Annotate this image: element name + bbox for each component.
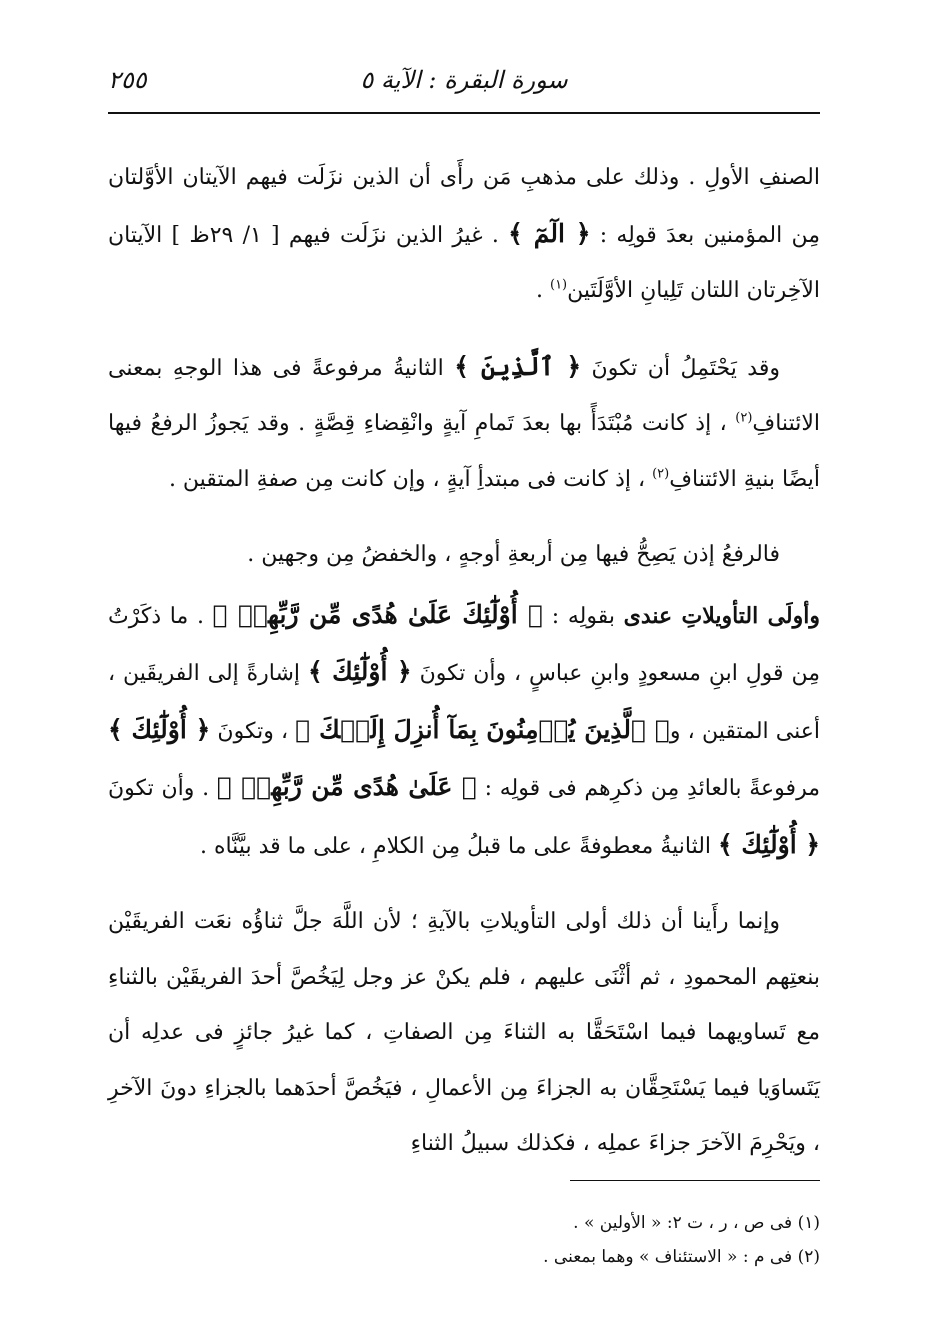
paragraph-3: فالرفعُ إذن يَصِحُّ فيها مِن أربعةِ أوجهٍ ، والخفضُ مِن وجهين . xyxy=(247,542,780,567)
quran-quote-alladhina: ﴿ ٱلَّذِينَ ﴾ xyxy=(454,351,582,381)
page-number: ٢٥٥ xyxy=(108,66,147,94)
footnote-2: (٢) فى م : « الاستئناف » وهما بمعنى . xyxy=(543,1247,820,1267)
paragraph-4-text-7: الثانيةُ معطوفةً على ما قبلُ مِن الكلامِ ، على ما قد بيَّنَّاه . xyxy=(199,833,719,859)
footnote-ref-2b[interactable]: (٢) xyxy=(652,466,670,482)
paragraph-4-text-4: ، وتكونَ xyxy=(210,718,296,744)
paragraph-2 xyxy=(108,339,820,508)
footnote-rule xyxy=(570,1180,820,1181)
paragraph-4-text-5: مرفوعةً بالعائدِ مِن ذكرِهم فى قولِه : xyxy=(476,776,820,801)
quran-quote-ulaika: ﴿ أُوْلَٰٓئِكَ ﴾ xyxy=(307,657,412,686)
paragraph-1-text-2: . غيرُ الذين نزَلَت فيهم [ ١/ ٢٩ظ ] الآيتان الآخِرتان اللتان تَلِيانِ الأوَّلَتَين xyxy=(108,222,820,303)
footnote-1: (١) فى ص ، ر ، ت ٢: « الأولين » . xyxy=(573,1213,820,1233)
paragraph-2-text-4: ، إذ كانت فى مبتدأِ آيةٍ ، وإن كانت مِن صفةِ المتقين . xyxy=(168,466,653,492)
paragraph-4-text-6: . وأن تكونَ xyxy=(108,776,217,801)
paragraph-2-text-1: وقد يَحْتَمِلُ أن تكونَ xyxy=(581,355,780,381)
quran-quote-ulaika-2: ﴿ أُوْلَٰٓئِكَ ﴾ xyxy=(108,714,211,744)
paragraph-5: وإنما رأَينا أن ذلك أولى التأويلاتِ بالآيةِ ؛ لأن اللَّهَ جلَّ ثناؤُه نعَت الفريقَيْن بنعتِهم المحمودِ ، ثم أثْنَى عليهم ، فلم يكنْ عز وجل لِيَخُصَّ أحدَ الفريقَيْن بالثناءِ مع تَساويهما فيما اسْتَحَقَّا به الثناءَ مِن الصفاتِ ، كما غيرُ جائزٍ فى عدلِه أن يَتَساوَيا فيما يَسْتَحِقَّان به الجزاءَ مِن الأعمالِ ، فيَخُصَّ أحدَهما بالجزاءِ دونَ الآخرِ ، ويَحْرِمَ الآخرَ جزاءَ عملِه ، فكذلك سبيلُ الثناءِ xyxy=(108,909,820,1156)
paragraph-4-text-2: . ما ذكَرْتُ مِن قولِ ابنِ مسعودٍ وابنِ عباسٍ ، وأن تكونَ xyxy=(108,603,820,686)
quran-quote-ulaika-ala-huda: ﴿ أُوْلَٰٓئِكَ عَلَىٰ هُدًى مِّن رَّبِّهِمۡ ﴾ xyxy=(212,599,544,629)
header-rule xyxy=(108,112,820,114)
main-text xyxy=(108,150,820,1192)
section-lead: وأولَى التأويلاتِ عندى xyxy=(623,602,820,629)
paragraph-2-text-2: الثانيةُ مرفوعةً فى هذا الوجهِ بمعنى الائتنافِ xyxy=(108,355,820,436)
page-header xyxy=(108,58,820,102)
paragraph-1-text-1: الصنفِ الأولِ . وذلك على مذهبِ مَن رأَى أن الذين نزَلَت فيهم الآيتان الأوَّلتان مِن المؤمنين بعدَ قولِه : xyxy=(108,165,821,248)
paragraph-1 xyxy=(108,150,820,319)
paragraph-1-text-3: . xyxy=(535,278,550,303)
paragraph-4-text-3: إشارةً إلى الفريقَين ، أعنى المتقين ، و xyxy=(108,661,820,744)
footnotes xyxy=(108,1206,820,1274)
quran-quote-ulaika-3: ﴿ أُوْلَٰٓئِكَ ﴾ xyxy=(718,829,820,859)
footnote-ref-1[interactable]: (١) xyxy=(549,277,568,293)
paragraph-2-text-3: ، إذ كانت مُبْتَدَأً بها بعدَ تَمامِ آيةٍ وانْقِضاءِ قِصَّةٍ . وقد يَجوزُ الرفعُ فيها أيضًا بنيةِ الائتنافِ xyxy=(108,411,820,492)
footnote-ref-2[interactable]: (٢) xyxy=(735,410,753,426)
quran-quote-alladhina-yuminuna: ﴿ ٱلَّذِينَ يُؤۡمِنُونَ بِمَآ أُنزِلَ إِلَيۡكَ ﴾ xyxy=(295,714,670,744)
quran-quote-ala-huda: ﴿ عَلَىٰ هُدًى مِّن رَّبِّهِمۡ ﴾ xyxy=(216,772,477,801)
paragraph-4-text-1: بقولِه : xyxy=(543,603,624,629)
running-title: سورة البقرة : الآية ٥ xyxy=(360,66,568,94)
paragraph-4 xyxy=(108,587,820,875)
quran-quote-alif-lam-mim: ﴿ الٓمٓ ﴾ xyxy=(508,218,591,248)
